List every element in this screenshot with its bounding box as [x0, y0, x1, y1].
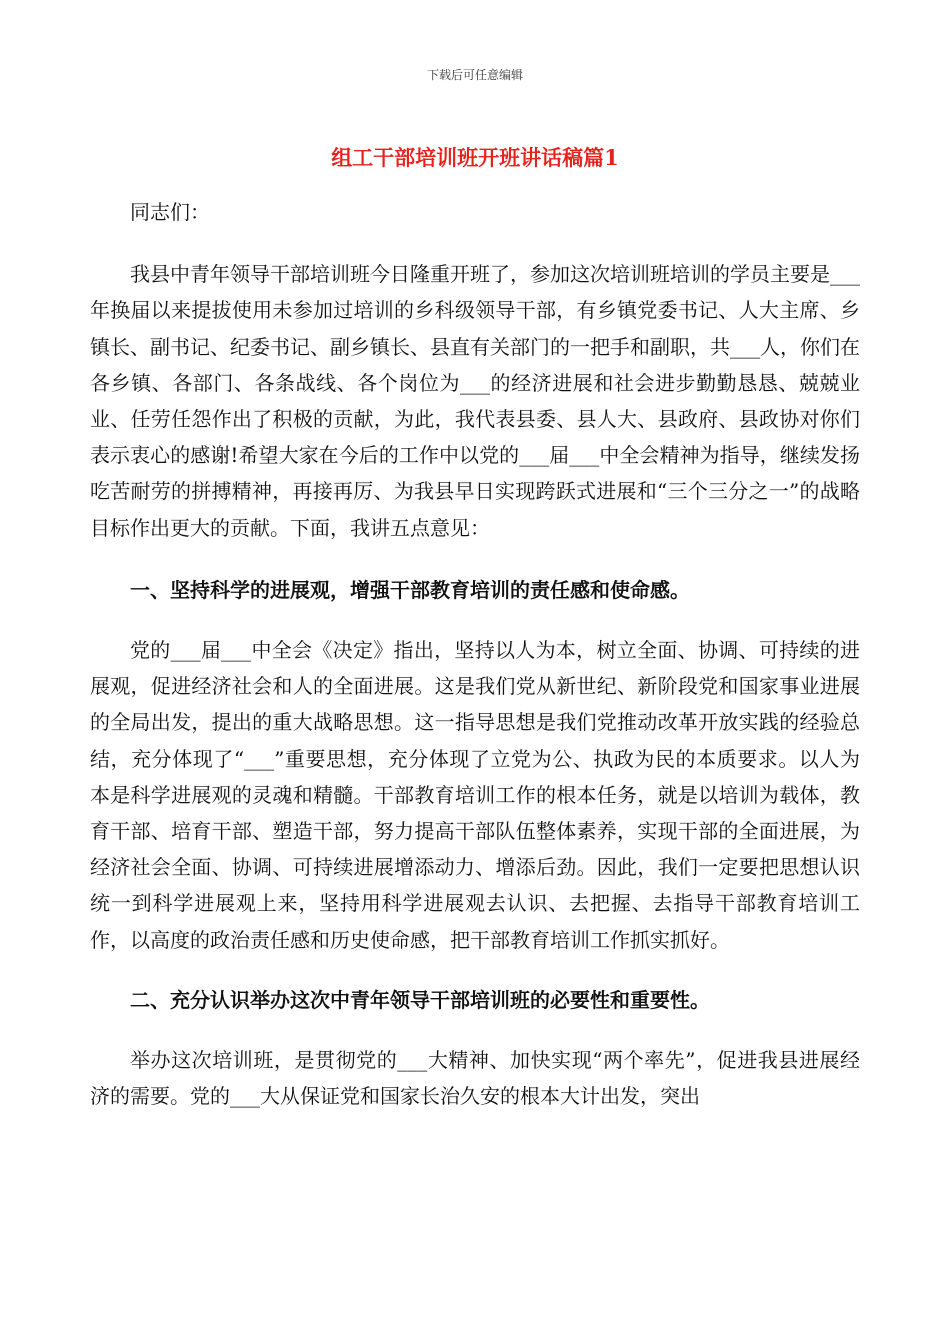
- section-heading-2: 二、充分认识举办这次中青年领导干部培训班的必要性和重要性。: [130, 987, 710, 1012]
- document-title: 组工干部培训班开班讲话稿篇1: [331, 145, 619, 170]
- intro-paragraph: 我县中青年领导干部培训班今日隆重开班了，参加这次培训班培训的学员主要是___年换届以来提拔使用未参加过培训的乡科级领导干部，有乡镇党委书记、人大主席、乡镇长、副书记、纪委书记、副乡镇长、县直有关部门的一把手和副职，共___人，你们在各乡镇、各部门、各条战线、各个岗位为___的经济进展和社会进步勤勤恳恳、兢兢业业、任劳任怨作出了积极的贡献，为此，我代表县委、县人大、县政府、县政协对你们表示衷心的感谢!希望大家在今后的工作中以党的___届___中全会精神为指导，继续发扬吃苦耐劳的拼搏精神，再接再厉、为我县早日实现跨跃式进展和“三个三分之一”的战略目标作出更大的贡献。下面，我讲五点意见：: [90, 262, 860, 540]
- salutation: 同志们：: [130, 200, 210, 224]
- section-heading-1: 一、坚持科学的进展观，增强干部教育培训的责任感和使命感。: [130, 577, 690, 602]
- document-body: [90, 172, 860, 1114]
- section-2-paragraph: 举办这次培训班，是贯彻党的___大精神、加快实现“两个率先”，促进我县进展经济的需要。党的___大从保证党和国家长治久安的根本大计出发，突出: [90, 1048, 860, 1109]
- section-1-paragraph: 党的___届___中全会《决定》指出，坚持以人为本，树立全面、协调、可持续的进展观，促进经济社会和人的全面进展。这是我们党从新世纪、新阶段党和国家事业进展的全局出发，提出的重大战略思想。这一指导思想是我们党推动改革开放实践的经验总结，充分体现了“___”重要思想，充分体现了立党为公、执政为民的本质要求。以人为本是科学进展观的灵魂和精髓。干部教育培训工作的根本任务，就是以培训为载体，教育干部、培育干部、塑造干部，努力提高干部队伍整体素养，实现干部的全面进展，为经济社会全面、协调、可持续进展增添动力、增添后劲。因此，我们一定要把思想认识统一到科学进展观上来，坚持用科学进展观去认识、去把握、去指导干部教育培训工作，以高度的政治责任感和历史使命感，把干部教育培训工作抓实抓好。: [90, 638, 860, 952]
- header-note: 下载后可任意编辑: [426, 68, 523, 82]
